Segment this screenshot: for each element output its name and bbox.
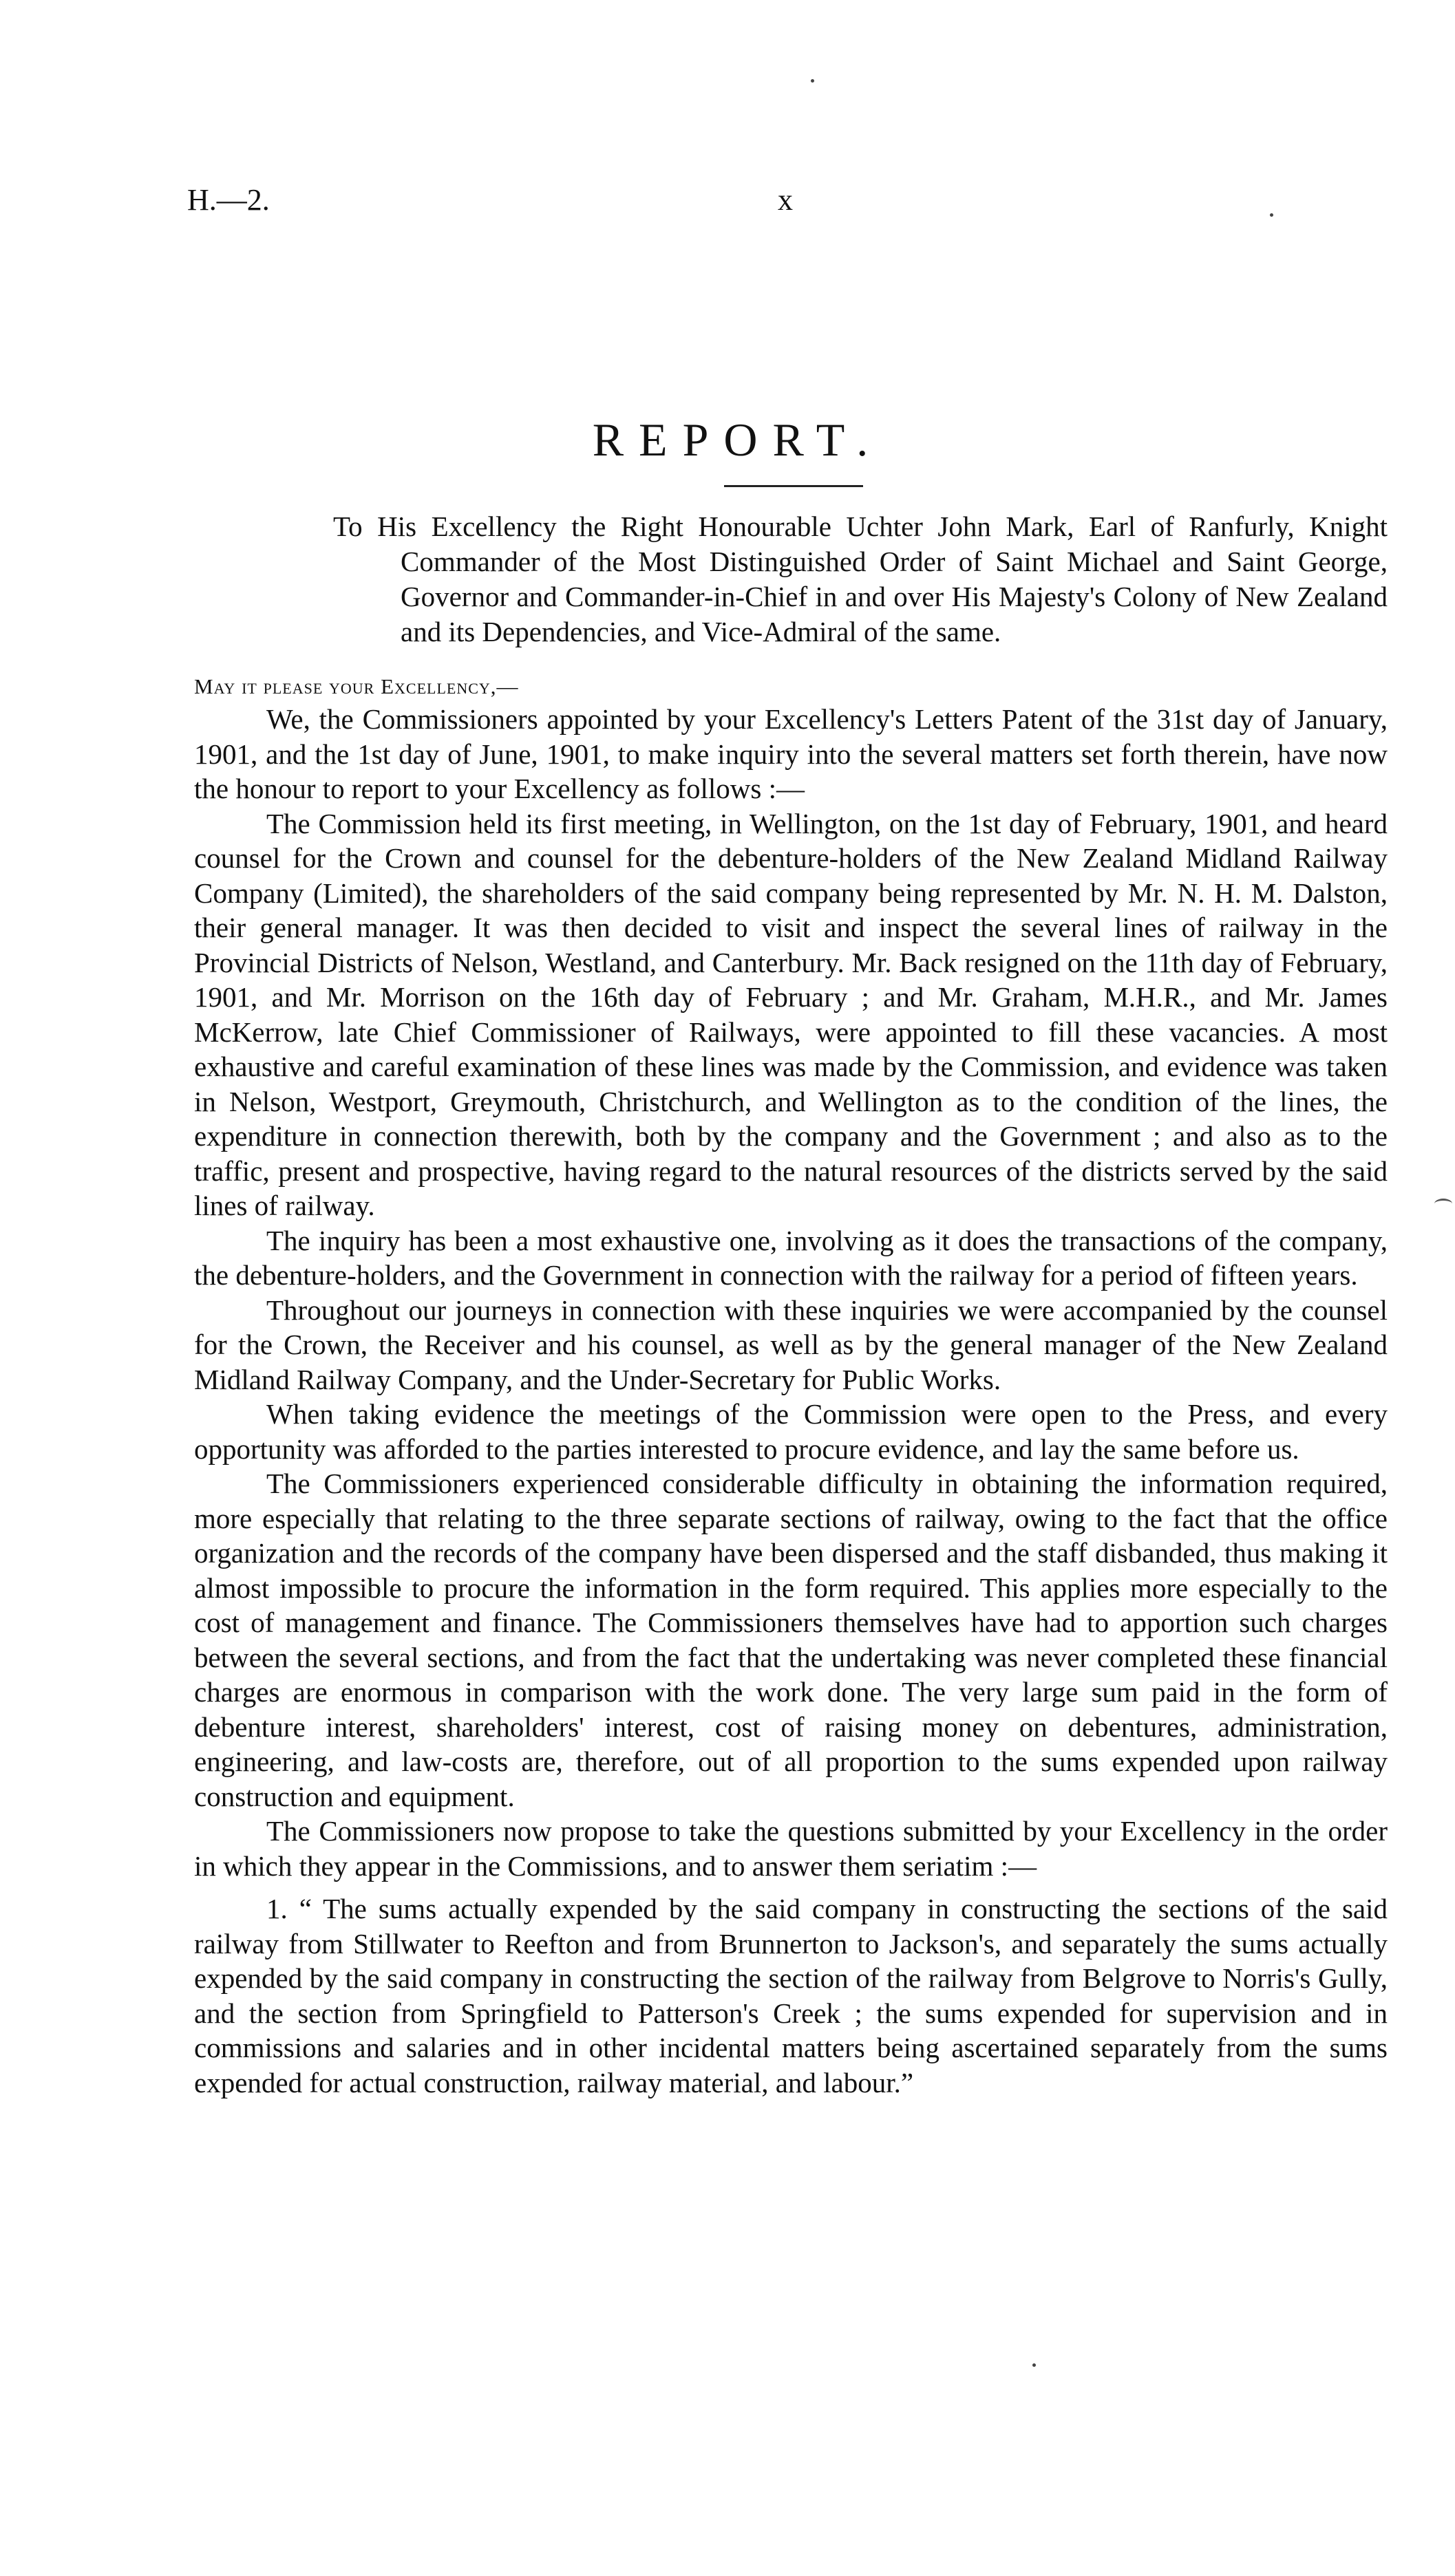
paragraph: The Commission held its first meeting, in Wellington, on the 1st day of February, 1901, and heard counsel for the Crown and counsel for the debenture-holders of the New Zealand Midland Railway Company (Limited), the shareholders of the said company being represented by Mr. N. H. M. Dalston, their general manager. It was then decided to visit and inspect the several lines of railway in the Provincial Districts of Nelson, Westland, and Canterbury. Mr. Back resigned on the 11th day of February, 1901, and Mr. Morrison on the 16th day of February ; and Mr. Graham, M.H.R., and Mr. James McKerrow, late Chief Commissioner of Railways, were appointed to fill these vacancies. A most exhaustive and careful examination of these lines was made by the Commission, and evidence was taken in Nelson, Westport, Greymouth, Christchurch, and Wellington as to the condition of the lines, the expenditure in connection therewith, both by the company and the Government ; and also as to the traffic, present and prospective, having regard to the natural resources of the districts served by the said lines of railway. (194, 807, 1388, 1221)
paragraph: Throughout our journeys in connection with these inquiries we were accompanied by the counsel for the Crown, the Receiver and his counsel, as well as by the general manager of the New Zealand Midland Railway Company, and the Under-Secretary for Public Works. (194, 1294, 1388, 1395)
running-head (187, 182, 1388, 224)
paragraph: When taking evidence the meetings of the Commission were open to the Press, and every opportunity was afforded to the parties interested to procure evidence, and lay the same before us. (194, 1398, 1388, 1465)
page-id: H.—2. (187, 183, 270, 217)
paper-speck (811, 79, 814, 83)
salutation: May it please your Excellency,— (194, 674, 519, 698)
title-rule (724, 485, 863, 487)
paragraph: We, the Commissioners appointed by your Excellency's Letters Patent of the 31st day of January, 1901, and the 1st day of June, 1901, to make inquiry into the several matters set forth therein, have now the honour to report to your Excellency as follows :— (194, 703, 1388, 804)
paper-speck (1032, 2363, 1036, 2367)
question-1: 1. “ The sums actually expended by the said company in constructing the sections of the said railway from Stillwater to Reefton and from Brunnerton to Jackson's, and separately the sums actually expended by the said company in constructing the section of the railway from Belgrove to Norris's Gully, and the section from Springfield to Patterson's Creek ; the sums expended for supervision and in commissions and salaries and in other incidental matters being ascertained separately from the sums expended for actual construction, railway material, and labour.” (194, 1893, 1388, 2099)
paragraph: The Commissioners experienced considerable difficulty in obtaining the information required, more especially that relating to the three separate sections of railway, owing to the fact that the office organization and the records of the company have been dispersed and the staff disbanded, thus making it almost impossible to procure the information in the form required. This applies more especially to the cost of management and finance. The Commissioners themselves have had to apportion such charges between the several sections, and from the fact that the undertaking was never completed these financial charges are enormous in comparison with the work done. The very large sum paid in the form of debenture interest, shareholders' interest, cost of raising money on debentures, administration, engineering, and law-costs are, therefore, out of all proportion to the sums expended upon railway construction and equipment. (194, 1468, 1388, 1812)
report-title: REPORT. (592, 414, 884, 466)
paragraph: The inquiry has been a most exhaustive one, involving as it does the transactions of the company, the debenture-holders, and the Government in connection with the railway for a period of fifteen years. (194, 1224, 1388, 1291)
report-body (194, 702, 1388, 2100)
paper-speck (1270, 213, 1273, 217)
paragraph: The Commissioners now propose to take the questions submitted by your Excellency in the order in which they appear in the Commissions, and to answer them seriatim :— (194, 1815, 1388, 1882)
address-block: To His Excellency the Right Honourable Uchter John Mark, Earl of Ranfurly, Knight Commander of the Most Distinguished Order of Saint Michael and Saint George, Governor and Commander-in-Chief in and over His Majesty's Colony of New Zealand and its Dependencies, and Vice-Admiral of the same. (333, 511, 1388, 647)
page-number: x (778, 183, 793, 217)
margin-mark (1434, 1199, 1452, 1209)
